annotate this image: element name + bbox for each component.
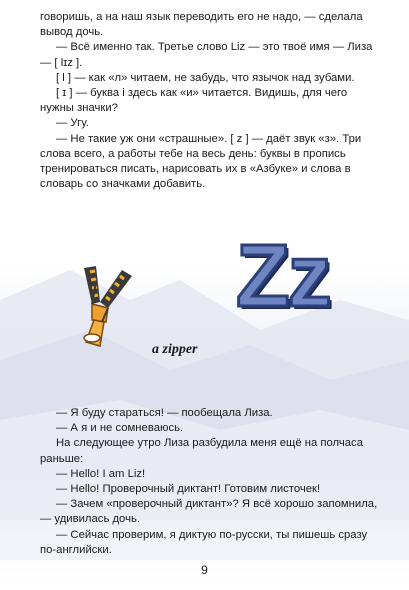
top-text-block	[40, 10, 380, 192]
paragraph: [ l ] — как «л» читаем, не забудь, что язычок над зубами.	[56, 71, 355, 84]
paragraph: — Зачем «проверочный диктант»? Я всё хорошо запомнила, — удивилась дочь.	[40, 498, 378, 526]
paragraph: — А я и не сомневаюсь.	[56, 422, 184, 435]
page-number: 9	[201, 563, 208, 577]
paragraph: [ ɪ ] — буква i здесь как «и» читается. Видишь, для чего нужны значки?	[40, 87, 348, 115]
paragraph: говоришь, а на наш язык переводить его не надо, — сделала вывод дочь.	[40, 11, 363, 39]
zipper-icon	[62, 262, 142, 362]
paragraph: — Hello! Проверочный диктант! Готовим листочек!	[56, 483, 321, 496]
paragraph: — Всё именно так. Третье слово Liz — это твоё имя — Лиза — [ lɪz ].	[40, 41, 373, 69]
paragraph: — Угу.	[56, 117, 89, 130]
letter-pair-zz: Zz	[236, 226, 330, 325]
paragraph: — Hello! I am Liz!	[56, 467, 146, 480]
paragraph: — Я буду стараться! — пообещала Лиза.	[56, 407, 273, 419]
paragraph: На следующее утро Лиза разбудила меня ещё на полчаса раньше:	[40, 437, 363, 465]
paragraph: — Не такие уж они «страшные». [ z ] — даёт звук «з». Три слова всего, а работы тебе на весь день: буквы в пропись тренироваться писать, нарисовать их в «Азбуке» и слова в словарь со значками добавить.	[40, 132, 362, 191]
bottom-text-block	[40, 406, 380, 558]
paragraph: — Сейчас проверим, я диктую по-русски, ты пишешь сразу по-английски.	[40, 528, 368, 556]
illustration-caption: a zipper	[152, 342, 198, 357]
